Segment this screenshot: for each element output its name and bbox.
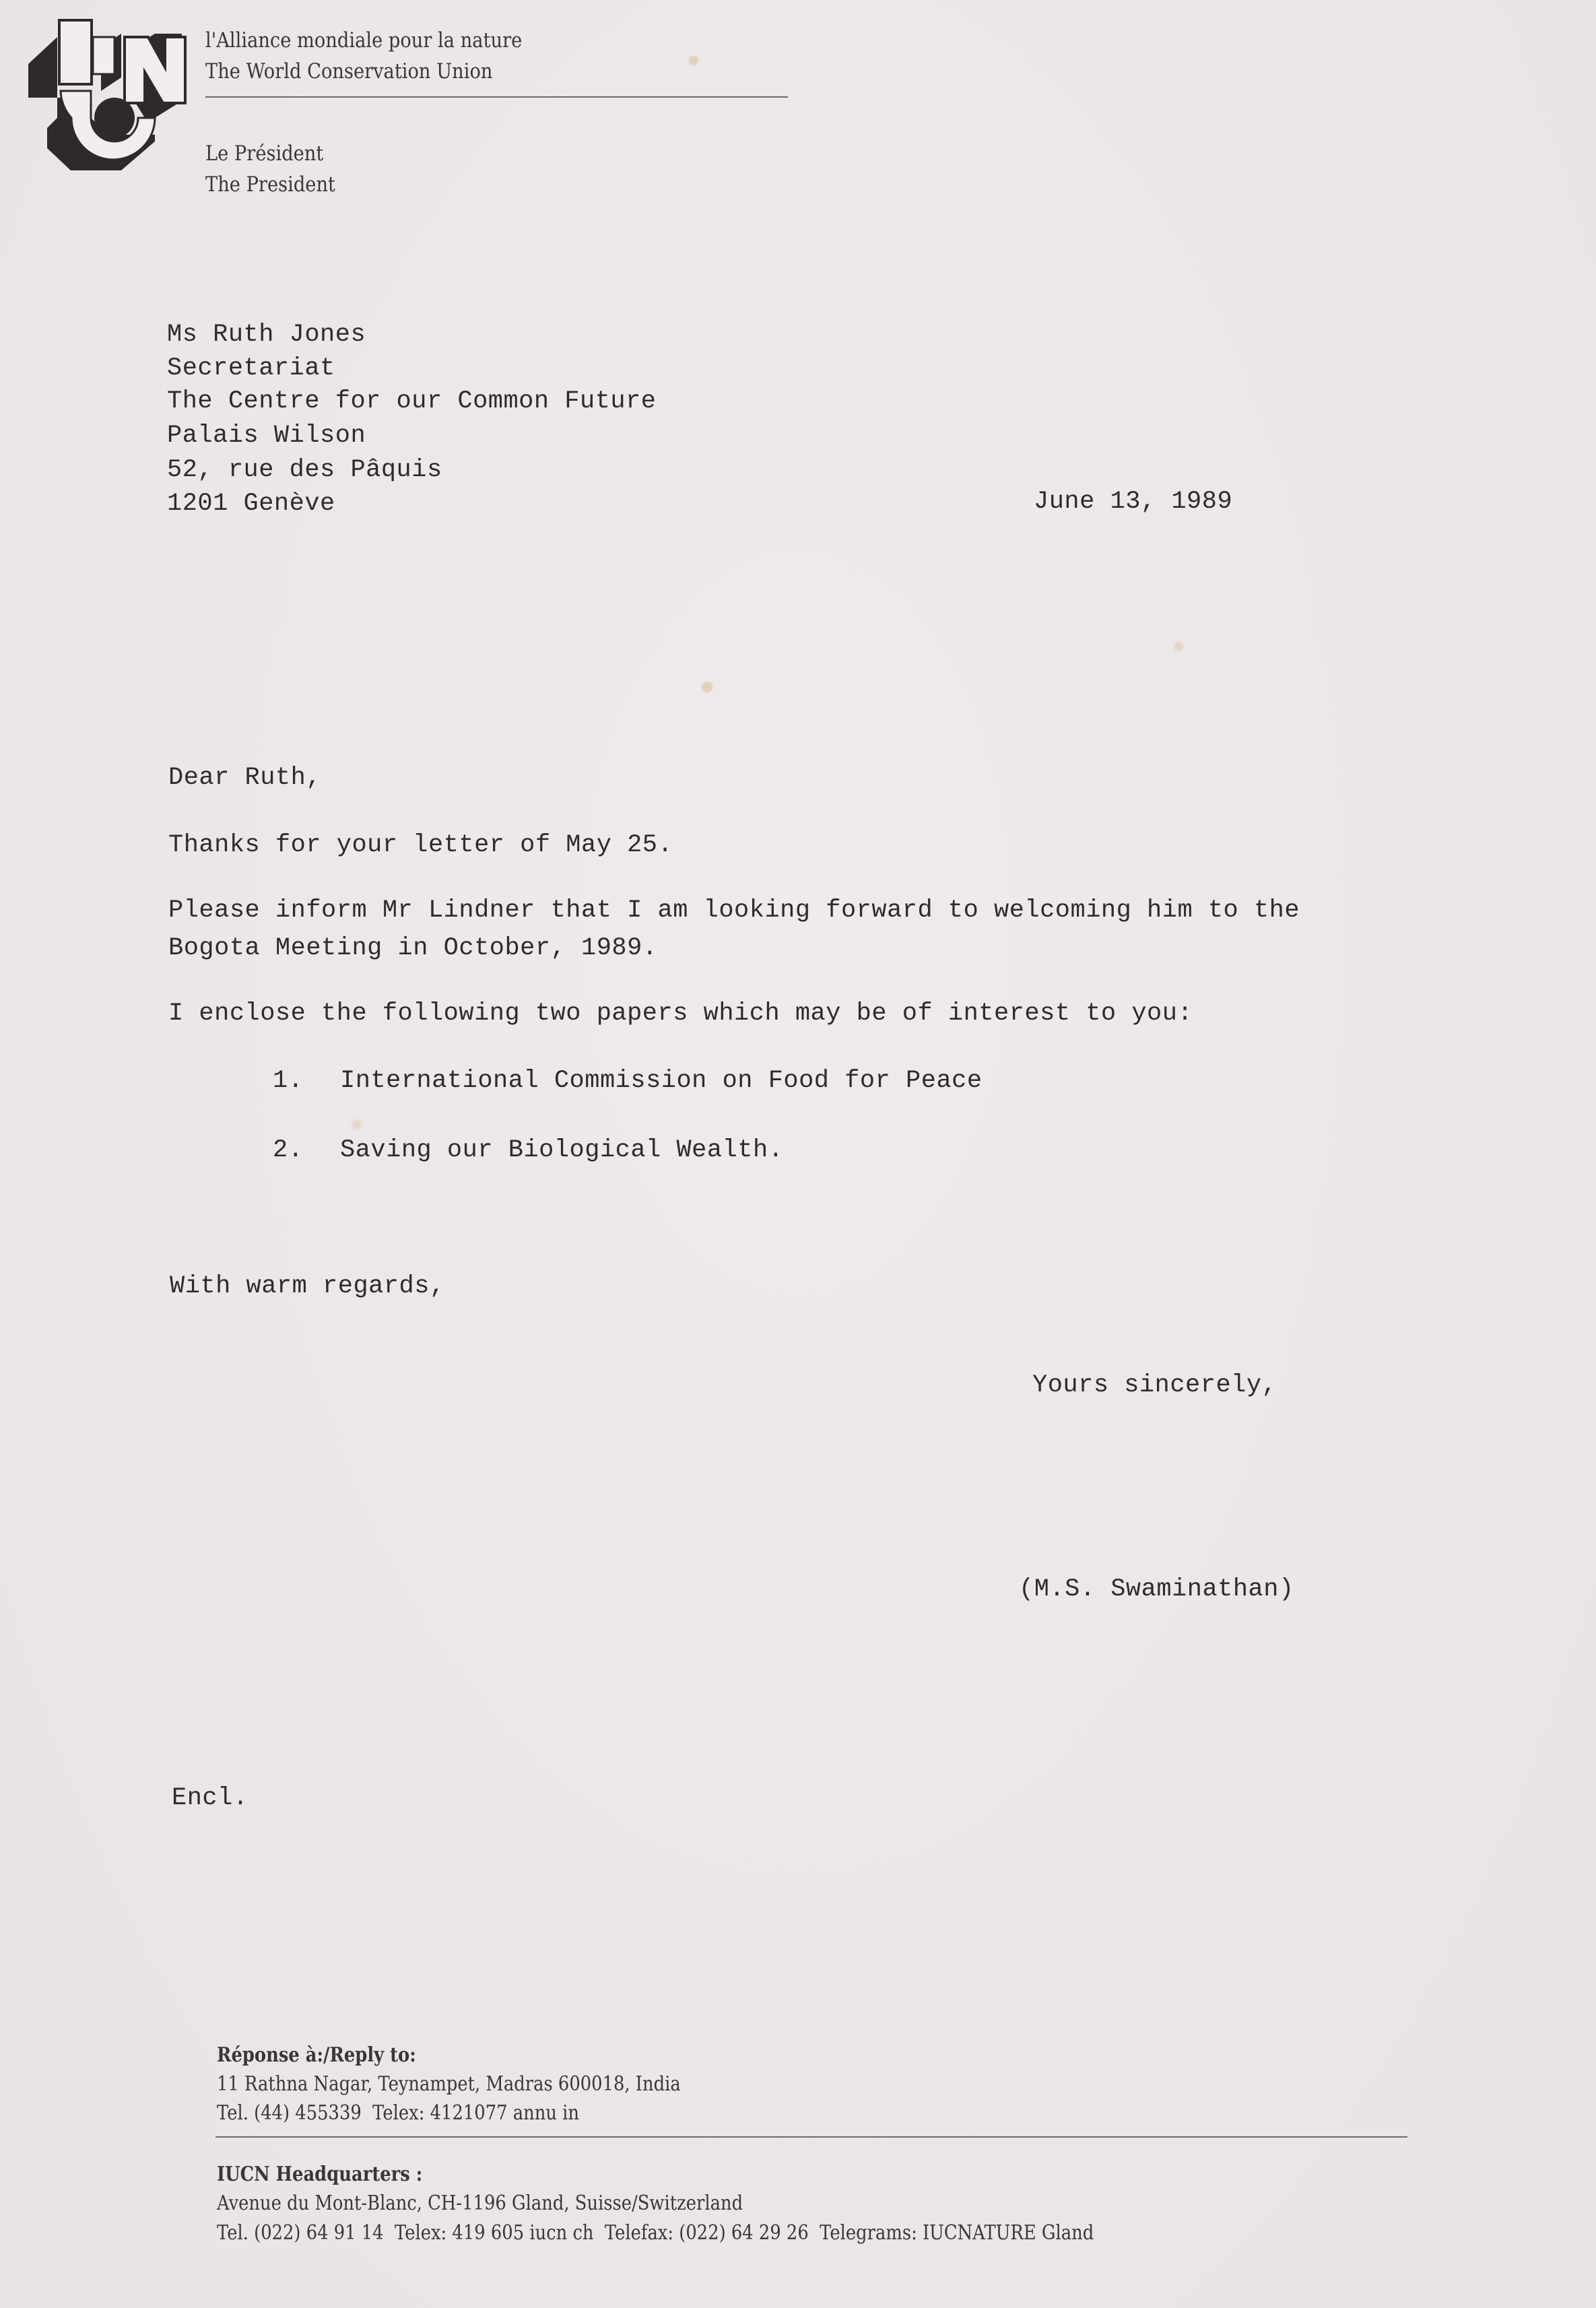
body-paragraph: Please inform Mr Lindner that I am looking forward to welcoming him to the <box>168 896 1300 925</box>
reply-to-heading: Réponse à:/Reply to: <box>217 2043 416 2067</box>
iucn-logo-icon <box>20 17 192 172</box>
salutation: Dear Ruth, <box>168 764 322 792</box>
enclosure-note: Encl. <box>172 1784 248 1812</box>
recipient-line: 1201 Genève <box>167 490 335 518</box>
signatory-name: (M.S. Swaminathan) <box>1019 1575 1294 1604</box>
footer-divider <box>215 2136 1407 2138</box>
title-fr: Le Président <box>205 141 324 166</box>
body-paragraph: Bogota Meeting in October, 1989. <box>168 934 658 962</box>
reply-to-contact: Tel. (44) 455339 Telex: 4121077 annu in <box>217 2101 580 2125</box>
org-name-en: The World Conservation Union <box>205 59 493 84</box>
letter-date: June 13, 1989 <box>1034 488 1233 516</box>
body-paragraph: I enclose the following two papers which may be of interest to you: <box>168 999 1193 1028</box>
valediction: Yours sincerely, <box>1032 1371 1277 1399</box>
closing-line: With warm regards, <box>170 1272 445 1300</box>
recipient-line: Ms Ruth Jones <box>167 321 366 349</box>
enclosure-number: 1. <box>273 1067 304 1095</box>
hq-address: Avenue du Mont-Blanc, CH-1196 Gland, Suisse/Switzerland <box>217 2191 743 2215</box>
org-name-fr: l'Alliance mondiale pour la nature <box>205 28 523 53</box>
recipient-line: 52, rue des Pâquis <box>167 456 442 484</box>
body-paragraph: Thanks for your letter of May 25. <box>168 831 673 859</box>
recipient-line: Palais Wilson <box>167 422 366 450</box>
enclosure-number: 2. <box>273 1136 304 1164</box>
hq-contact: Tel. (022) 64 91 14 Telex: 419 605 iucn ch Telefax: (022) 64 29 26 Telegrams: IUCNATURE Gland <box>217 2221 1094 2245</box>
recipient-line: Secretariat <box>167 354 335 383</box>
reply-to-address: 11 Rathna Nagar, Teynampet, Madras 600018, India <box>217 2072 681 2096</box>
recipient-line: The Centre for our Common Future <box>167 387 657 416</box>
hq-heading: IUCN Headquarters : <box>217 2163 423 2186</box>
enclosure-title: Saving our Biological Wealth. <box>340 1136 784 1164</box>
header-divider <box>205 96 788 98</box>
enclosure-title: International Commission on Food for Peace <box>340 1067 983 1095</box>
title-en: The President <box>205 172 335 197</box>
